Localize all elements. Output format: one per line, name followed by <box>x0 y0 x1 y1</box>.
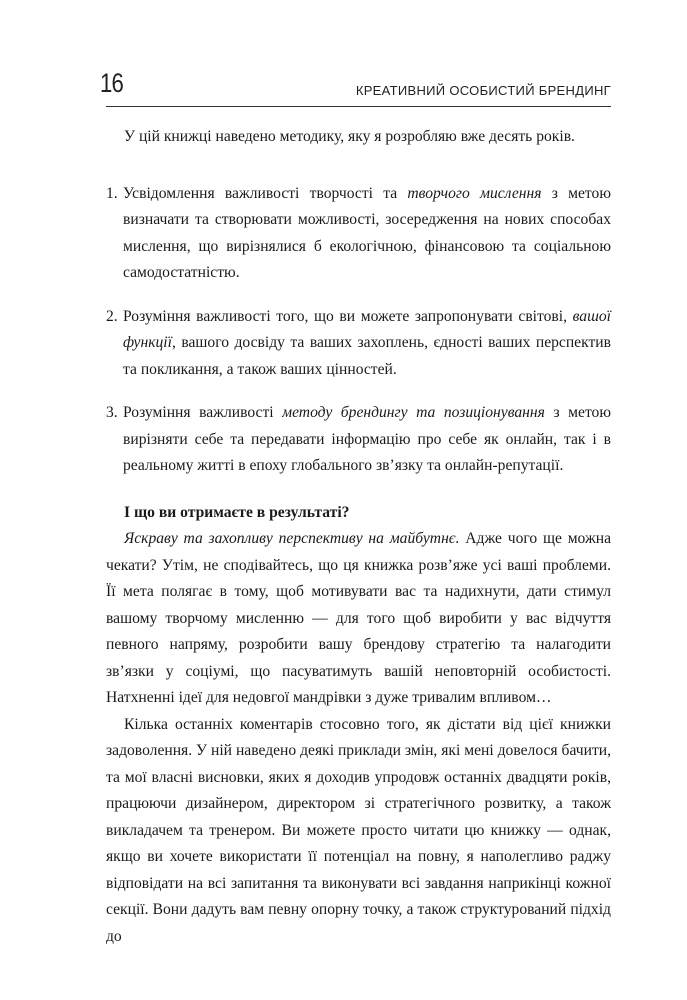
list-item-text-rest: з метою вирізняти себе та передавати інформацію про себе як онлайн, так і в реальному житті в епоху глобального зв’язку та онлайн-репутації. <box>123 404 611 474</box>
body-paragraph: Кілька останніх коментарів стосовно того, як дістати від цієї книжки задоволення. У ній наведено деякі приклади змін, які мені довелося бачити, та мої власні висновки, яких я доходив упродовж останніх двадцяти років, працюючи дизайнером, директором зі стратегічного розвитку, а також викладачем та тренером. Ви можете просто читати цю книжку — однак, якщо ви хочете використати її потенціал на повну, я наполегливо раджу відповідати на всі запитання та виконувати всі завдання наприкінці кожної секції. Вони дадуть вам певну опорну точку, а також структурований підхід до <box>106 715 611 945</box>
list-item-text: Розуміння важливості <box>123 404 283 421</box>
list-item <box>106 304 611 384</box>
list-item-number: 2. <box>106 307 118 325</box>
intro-paragraph: У цій книжці наведено методику, яку я розробляю вже десять років. <box>124 128 575 145</box>
numbered-list <box>106 181 611 480</box>
list-item-number: 3. <box>106 404 118 421</box>
list-item-text-rest: , вашого досвіду та ваших захоплень, єдності ваших перспектив та покликання, а також ваших цінностей. <box>123 334 611 378</box>
list-item-text: Розуміння важливості того, що ви можете запропонувати світові, <box>123 307 573 325</box>
body-paragraph <box>106 526 611 712</box>
section-heading: І що ви отримаєте в результаті? <box>124 503 350 521</box>
list-item-emphasis: методу брендингу та позиціонування <box>282 404 545 421</box>
list-item <box>106 181 611 287</box>
list-item-text: Усвідомлення важливості творчості та <box>123 184 408 202</box>
list-item <box>106 400 611 480</box>
paragraph-emphasis: Яскраву та захопливу перспективу на майбутнє. <box>124 530 460 547</box>
page-body <box>106 124 611 950</box>
list-item-number: 1. <box>106 184 118 202</box>
page-header <box>100 62 611 107</box>
list-item-text-rest: з метою визначати та створювати можливості, зосередження на нових способах мислення, що вирізнялися б екологічною, фінансовою та соціальною самодостатністю. <box>123 184 611 281</box>
list-item-emphasis: вашої функції <box>123 307 611 351</box>
paragraph-text: Адже чого ще можна чекати? Утім, не сподівайтесь, що ця книжка розв’яже усі ваші проблеми. Її мета полягає в тому, щоб мотивувати вас та надихнути, дати стимул вашому творчому мисленню — для того щоб виробити у вас відчуття певного напряму, розробити вашу брендову стратегію та налагодити зв’язки у соціумі, що пасуватимуть вашій неповторній особистості. Натхненні ідеї для недовгої мандрівки з дуже тривалим впливом… <box>106 530 612 706</box>
running-title: КРЕАТИВНИЙ ОСОБИСТИЙ БРЕНДИНГ <box>355 83 611 98</box>
page-number: 16 <box>100 68 123 98</box>
list-item-emphasis: творчого мислення <box>407 184 542 202</box>
